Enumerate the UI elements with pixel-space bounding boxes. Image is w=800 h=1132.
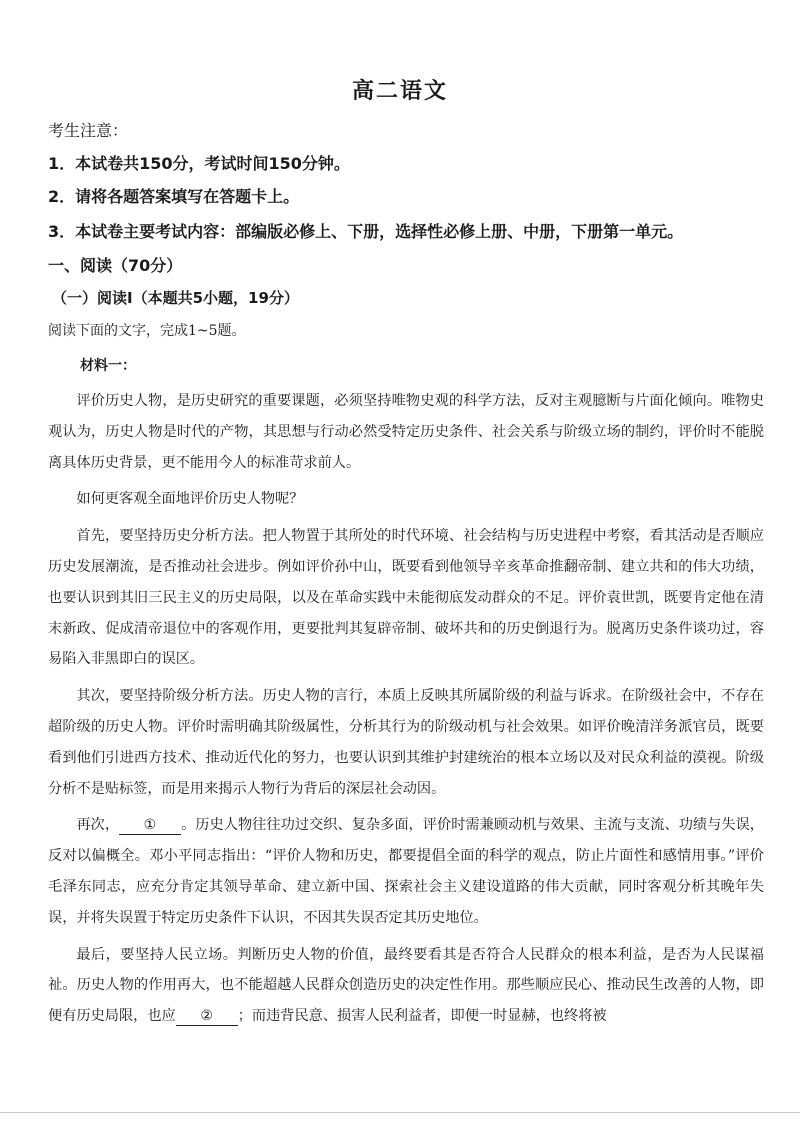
paragraph-5-rest: 。历史人物往往功过交织、复杂多面，评价时需兼顾动机与效果、主流与支流、功绩与失误，反对以偏概全。邓小平同志指出：“评价人物和历史，都要提倡全面的科学的观点，防止片面性和感情用事。”评价毛泽东同志，应充分肯定其领导革命、建立新中国、探索社会主义建设道路的伟大贡献，同时客观分析其晚年失误，并将失误置于特定历史条件下认识，不因其失误否定其历史地位。 (48, 817, 764, 926)
paragraph-2: 如何更客观全面地评价历史人物呢？ (76, 491, 304, 508)
section-title: 一、阅读（70分） (48, 256, 183, 275)
reading-instruction: 阅读下面的文字，完成1~5题。 (48, 323, 246, 339)
page-bottom-divider (0, 1112, 800, 1113)
material-label: 材料一： (80, 358, 136, 374)
notice-item-3: 3．本试卷主要考试内容：部编版必修上、下册，选择性必修上册、中册，下册第一单元。 (48, 222, 684, 241)
notice-item-2: 2．请将各题答案填写在答题卡上。 (48, 187, 300, 206)
paragraph-3: 首先，要坚持历史分析方法。把人物置于其所处的时代环境、社会结构与历史进程中考察，看其活动是否顺应历史发展潮流，是否推动社会进步。例如评价孙中山，既要看到他领导辛亥革命推翻帝制、建立共和的伟大功绩，也要认识到其旧三民主义的历史局限，以及在革命实践中未能彻底发动群众的不足。评价袁世凯，既要肯定他在清末新政、促成清帝退位中的客观作用，更要批判其复辟帝制、破坏共和的历史倒退行为。脱离历史条件谈功过，容易陷入非黑即白的误区。 (48, 528, 764, 668)
page-title: 高二语文 (351, 79, 448, 104)
notice-item-1: 1．本试卷共150分，考试时间150分钟。 (48, 154, 350, 173)
paragraph-1: 评价历史人物，是历史研究的重要课题，必须坚持唯物史观的科学方法，反对主观臆断与片面化倾向。唯物史观认为，历史人物是时代的产物，其思想与行动必然受特定历史条件、社会关系与阶级立场的制约，评价时不能脱离具体历史背景，更不能用今人的标准苛求前人。 (48, 393, 764, 471)
paragraph-5-lead: 再次， (76, 817, 120, 834)
passage-body (48, 386, 764, 1038)
paragraph-4: 其次，要坚持阶级分析方法。历史人物的言行，本质上反映其所属阶级的利益与诉求。在阶级社会中，不存在超阶级的历史人物。评价时需明确其阶级属性，分析其行为的阶级动机与社会效果。如评价晚清洋务派官员，既要看到他们引进西方技术、推动近代化的努力，也要认识到其维护封建统治的根本立场以及对民众利益的漠视。阶级分析不是贴标签，而是用来揭示人物行为背后的深层社会动因。 (48, 688, 764, 797)
subsection-title: （一）阅读Ⅰ（本题共5小题，19分） (52, 289, 299, 307)
paragraph-6-lead: 最后，要坚持人民立场。判断历史人物的价值，最终要看其是否符合人民群众的根本利益，是否为人民谋福祉。历史人物的作用再大，也不能超越人民群众创造历史的决定性作用。那些顺应民心、推动民生改善的人物，即便有历史局限，也应 (48, 946, 764, 1025)
paragraph-5 (48, 810, 764, 933)
notice-heading: 考生注意： (48, 121, 129, 140)
fill-blank-1: ① (119, 816, 181, 835)
paragraph-6 (48, 940, 764, 1032)
paragraph-6-rest: ；而违背民意、损害人民利益者，即便一时显赫，也终将被 (237, 1008, 607, 1025)
fill-blank-2: ② (176, 1007, 238, 1026)
